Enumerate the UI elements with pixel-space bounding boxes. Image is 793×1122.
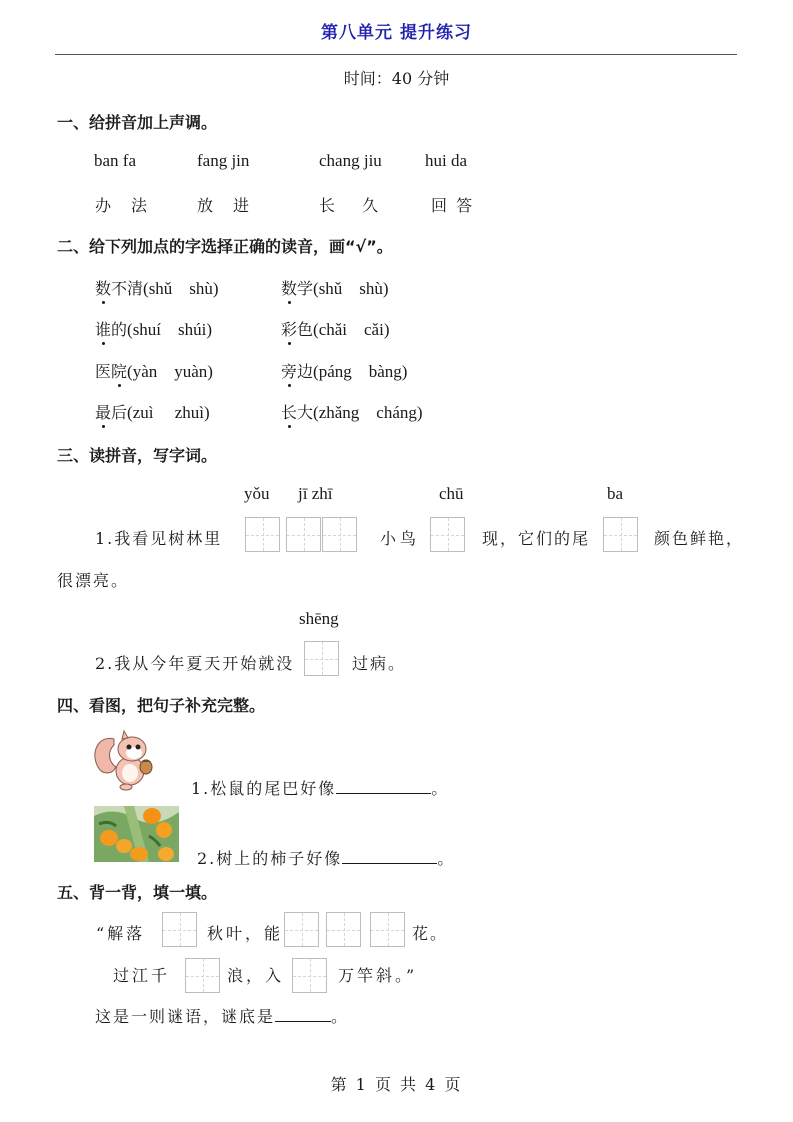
pinyin-hint: ba <box>607 484 624 503</box>
q4-1-text: 1.松鼠的尾巴好像 。 <box>191 779 450 798</box>
writing-box[interactable] <box>603 517 638 552</box>
q1-text: 1.我看见树林里 <box>95 529 223 548</box>
section5-heading: 五、背一背，填一填。 <box>57 883 218 902</box>
pinyin-options: (zuì zhuì) <box>127 403 210 422</box>
pinyin-options: (shǔ shù) <box>313 279 389 298</box>
writing-box[interactable] <box>284 912 319 947</box>
dotted-char: 旁 <box>281 359 297 382</box>
pinyin-hint: shēng <box>299 609 339 628</box>
pinyin-3: chang jiu <box>319 151 382 170</box>
dotted-char: 数 <box>281 276 297 299</box>
q1-text: 现，它们的尾 <box>482 529 591 548</box>
writing-box[interactable] <box>430 517 465 552</box>
dotted-char: 数 <box>95 276 111 299</box>
section4-heading: 四、看图，把句子补充完整。 <box>57 696 266 715</box>
writing-box[interactable] <box>322 517 357 552</box>
pinyin-1: ban fa <box>94 151 137 170</box>
pinyin-hint: jī zhī <box>298 484 333 503</box>
pinyin-hint: chū <box>439 484 464 503</box>
pinyin-2: fang jin <box>197 151 250 170</box>
pinyin-options: (zhǎng cháng) <box>313 403 423 422</box>
section3-heading: 三、读拼音，写字词。 <box>57 446 218 465</box>
q2-text: 过病。 <box>352 654 407 673</box>
poem-text: 秋叶，能 <box>207 924 284 943</box>
answer-blank[interactable] <box>336 779 431 794</box>
pinyin-options: (shuí shúi) <box>127 320 213 339</box>
poem-text: 浪，入 <box>227 966 285 985</box>
q1-text: 颜色鲜艳， <box>654 529 745 548</box>
choice-item[interactable]: 最后(zuì zhuì) <box>95 398 210 423</box>
choice-item[interactable]: 数学(shǔ shù) <box>281 274 389 299</box>
writing-box[interactable] <box>245 517 280 552</box>
dotted-char: 彩 <box>281 317 297 340</box>
page-title: 第八单元 提升练习 <box>321 23 472 43</box>
pinyin-options: (shǔ shù) <box>143 279 219 298</box>
pinyin-4: hui da <box>425 151 468 170</box>
poem-text: “解落 <box>96 924 146 943</box>
poem-text: 万竿斜。” <box>338 966 418 985</box>
writing-box[interactable] <box>304 641 339 676</box>
choice-item[interactable]: 谁的(shuí shúi) <box>95 315 212 340</box>
dotted-char: 最 <box>95 400 111 423</box>
section1-heading: 一、给拼音加上声调。 <box>57 113 218 132</box>
writing-box[interactable] <box>292 958 327 993</box>
q4-2-text: 2.树上的柿子好像 。 <box>197 849 456 868</box>
poem-text: 过江千 <box>113 966 171 985</box>
pinyin-options: (páng bàng) <box>313 362 408 381</box>
answer-blank[interactable] <box>275 1007 331 1022</box>
hanzi-4: 回 答 <box>431 196 475 215</box>
dotted-char: 院 <box>111 359 127 382</box>
choice-item[interactable]: 旁边(páng bàng) <box>281 357 407 382</box>
hanzi-1: 办 法 <box>95 196 150 215</box>
hanzi-3: 长 久 <box>319 196 381 215</box>
writing-box[interactable] <box>185 958 220 993</box>
riddle-line: 这是一则谜语，谜底是 。 <box>95 1007 350 1026</box>
poem-text: 花。 <box>412 924 449 943</box>
writing-box[interactable] <box>162 912 197 947</box>
choice-item[interactable]: 医院(yàn yuàn) <box>95 357 213 382</box>
squirrel-illustration <box>92 729 158 791</box>
header-divider <box>55 54 737 55</box>
writing-box[interactable] <box>326 912 361 947</box>
answer-blank[interactable] <box>342 849 437 864</box>
time-limit: 时间：40 分钟 <box>343 69 450 88</box>
pinyin-options: (yàn yuàn) <box>127 362 213 381</box>
choice-item[interactable]: 长大(zhǎng cháng) <box>281 398 423 423</box>
q1-text: 很漂亮。 <box>57 571 130 590</box>
choice-item[interactable]: 彩色(chǎi cǎi) <box>281 315 389 340</box>
q1-text: 小鸟 <box>380 529 421 548</box>
pinyin-options: (chǎi cǎi) <box>313 320 390 339</box>
writing-box[interactable] <box>370 912 405 947</box>
q2-text: 2.我从今年夏天开始就没 <box>95 654 295 673</box>
page-number: 第 1 页 共 4 页 <box>330 1075 463 1094</box>
writing-box[interactable] <box>286 517 321 552</box>
choice-item[interactable]: 数不清(shǔ shù) <box>95 274 219 299</box>
persimmon-photo <box>94 806 179 862</box>
hanzi-2: 放 进 <box>197 196 252 215</box>
dotted-char: 谁 <box>95 317 111 340</box>
dotted-char: 长 <box>281 400 297 423</box>
pinyin-hint: yǒu <box>244 484 270 503</box>
section2-heading: 二、给下列加点的字选择正确的读音，画“√”。 <box>57 237 393 256</box>
